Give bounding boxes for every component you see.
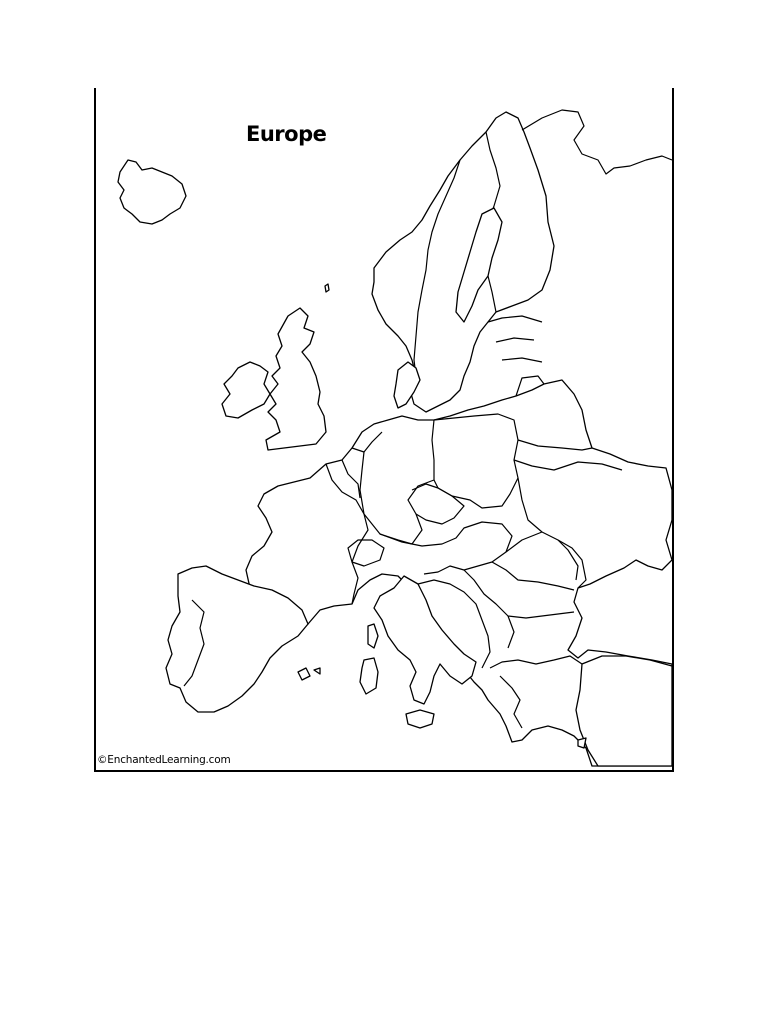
russia-north-coast — [522, 110, 672, 174]
credit-text: ©EnchantedLearning.com — [97, 754, 231, 766]
map-title: Europe — [246, 122, 327, 146]
scandinavia — [372, 112, 554, 412]
faroe-islands — [325, 284, 329, 292]
ireland — [222, 362, 270, 418]
anatolia — [576, 656, 672, 766]
crete — [578, 738, 586, 748]
sicily — [406, 710, 434, 728]
baltics-borders — [488, 316, 544, 396]
balearic-islands — [298, 668, 320, 680]
great-britain — [266, 308, 326, 450]
europe-map — [96, 88, 672, 770]
corsica — [368, 624, 378, 648]
iceland — [118, 160, 186, 224]
sardinia — [360, 658, 378, 694]
map-frame — [94, 88, 674, 772]
